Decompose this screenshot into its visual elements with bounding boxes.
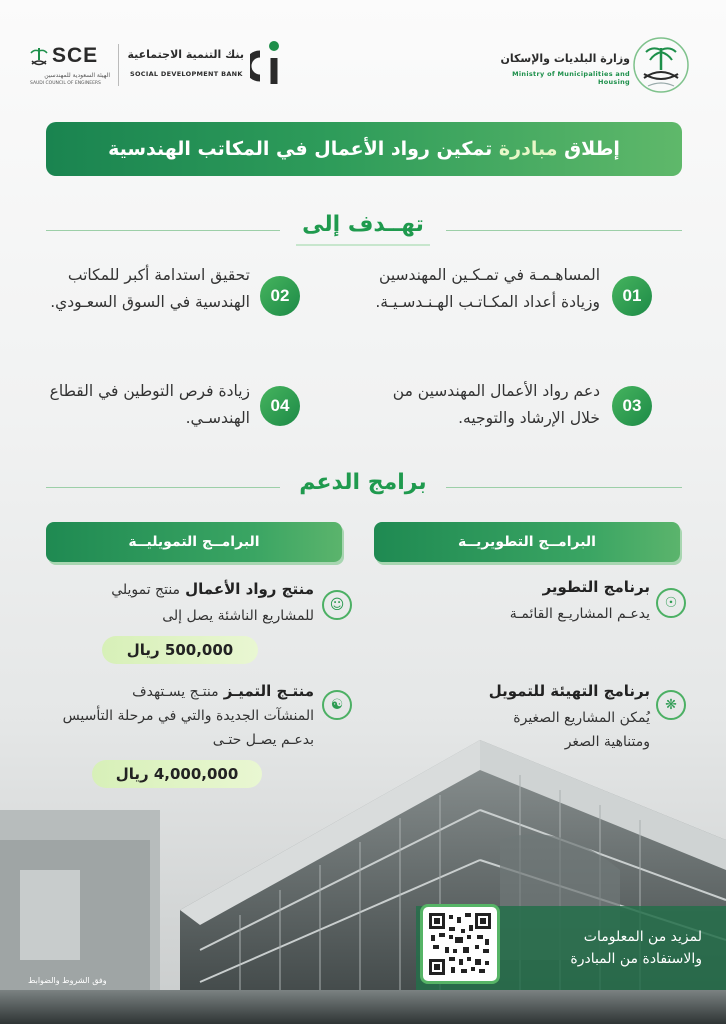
title-banner xyxy=(46,122,682,176)
bank-mark-icon xyxy=(250,40,284,86)
sce-name-ar: الهيئة السعودية للمهندسين xyxy=(44,72,110,79)
ministry-name-en: Ministry of Municipalities and Housing xyxy=(512,70,630,86)
financing-program-headline-1 xyxy=(40,578,314,602)
programs-heading: برامج الدعم xyxy=(299,470,427,495)
development-program-body-2: يُمكن المشاريع الصغيرة ومتناهية الصغر xyxy=(513,710,650,750)
goal-number-01: 01 xyxy=(612,276,652,316)
logo-divider xyxy=(118,44,119,86)
tab-development-programs[interactable]: البرامــج التطويريــة xyxy=(374,522,680,562)
palm-swords-emblem-icon xyxy=(632,36,690,94)
sce-emblem-icon xyxy=(30,48,48,72)
goals-heading: تهــدف إلى xyxy=(302,212,424,237)
ministry-name-ar: وزارة البلديات والإسكان xyxy=(500,52,630,65)
financing-program-inline-1: منتج تمويلي xyxy=(111,582,181,598)
goal-text-04: زيادة فرص التوطين في القطاع الهندسـي. xyxy=(49,382,250,427)
bank-logo xyxy=(124,40,284,90)
development-program-title-2: برنامج التهيئة للتمويل xyxy=(488,682,650,700)
financing-program-body-1: للمشاريع الناشئة يصل إلى xyxy=(162,608,314,624)
ministry-logo xyxy=(496,36,696,96)
financing-amount-1: 500,000 ريال xyxy=(102,636,258,664)
team-icon: ☯ xyxy=(322,690,352,720)
title-text xyxy=(108,138,620,160)
sce-name-en: SAUDI COUNCIL OF ENGINEERS xyxy=(30,81,101,86)
goals-rule-right xyxy=(446,230,682,231)
people-network-icon: ☉ xyxy=(656,588,686,618)
goal-number-03: 03 xyxy=(612,386,652,426)
programs-rule-right xyxy=(446,487,682,488)
goals-rule-left xyxy=(46,230,280,231)
financing-program-title-2: منتـج التميـز xyxy=(223,682,314,700)
qr-pattern-icon xyxy=(427,911,493,977)
goal-text-02: تحقيق استدامة أكبر للمكاتب الهندسية في السوق السعـودي. xyxy=(50,266,250,311)
programs-rule-left xyxy=(46,487,280,488)
financing-program-headline-2 xyxy=(40,680,314,704)
sce-logo xyxy=(30,44,116,90)
financing-program-body-2: المنشآت الجديدة والتي في مرحلة التأسيس بدعـم يصـل حتـى xyxy=(62,708,314,748)
tab-financing-programs[interactable]: البرامــج التمويليــة xyxy=(46,522,342,562)
terms-note: وفق الشروط والضوابط xyxy=(28,976,107,985)
sce-letters: SCE xyxy=(52,44,99,67)
network-icon: ❋ xyxy=(656,690,686,720)
financing-amount-2: 4,000,000 ريال xyxy=(92,760,262,788)
development-program-body-1: يدعـم المشاريـع القائمـة xyxy=(509,606,650,622)
qr-code[interactable] xyxy=(420,904,500,984)
goal-number-02: 02 xyxy=(260,276,300,316)
development-program-title-1: برنامج التطوير xyxy=(542,578,650,596)
title-prefix: إطلاق xyxy=(564,138,620,160)
meeting-icon: ☺ xyxy=(322,590,352,620)
goal-text-01: المساهـمـة في تمـكـين المهندسين وزيادة أعداد المكـاتـب الهـنـدسـيـة. xyxy=(375,266,600,311)
title-highlight: مبادرة xyxy=(498,138,558,160)
financing-program-title-1: منتج رواد الأعمال xyxy=(185,580,314,598)
goals-heading-underline xyxy=(296,244,430,246)
title-rest: تمكين رواد الأعمال في المكاتب الهندسية xyxy=(108,138,493,160)
goal-text-03: دعم رواد الأعمال المهندسين من خلال الإرشاد والتوجيه. xyxy=(392,382,600,427)
qr-caption: لمزيد من المعلومات والاستفادة من المبادرة xyxy=(570,929,702,967)
financing-program-inline-2: منتـج يسـتهدف xyxy=(132,684,219,700)
bank-name-en: SOCIAL DEVELOPMENT BANK xyxy=(130,70,243,78)
bank-name-ar: بنك التنمية الاجتماعية xyxy=(127,48,244,61)
goal-number-04: 04 xyxy=(260,386,300,426)
